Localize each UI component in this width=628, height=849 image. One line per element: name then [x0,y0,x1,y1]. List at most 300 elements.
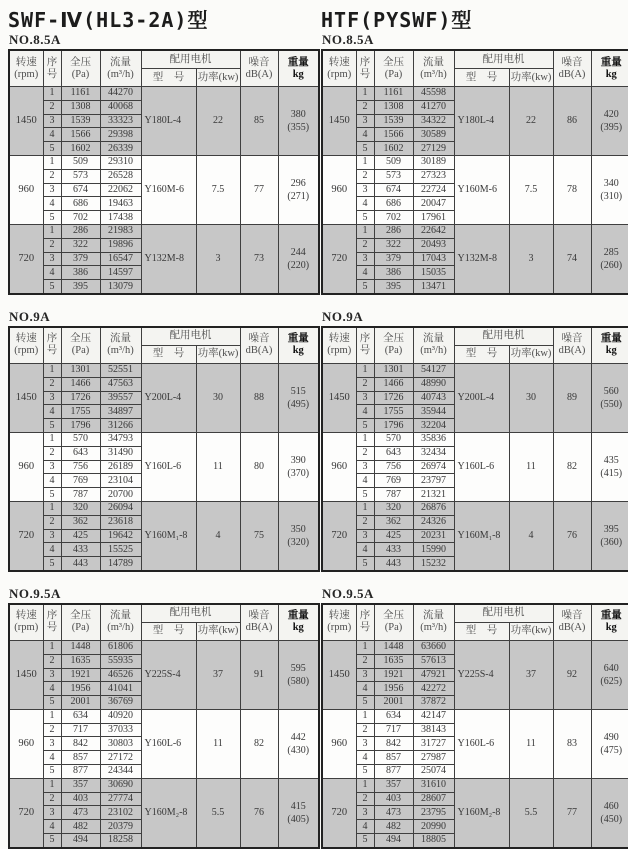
weight-value: 435 [592,454,628,467]
seq-cell: 4 [43,405,61,419]
pressure-cell: 357 [374,778,413,792]
motor-power-cell: 4 [509,501,553,570]
header-line: (Pa) [375,69,413,81]
table-row [9,778,319,792]
pressure-cell: 769 [61,474,100,488]
rpm-cell: 720 [322,501,356,570]
pressure-cell: 1466 [61,377,100,391]
weight-value: 340 [592,177,628,190]
pressure-cell: 787 [374,488,413,502]
pressure-cell: 1921 [374,668,413,682]
weight-value: 390 [279,454,319,467]
noise-cell: 92 [553,640,591,709]
pressure-cell: 1301 [61,363,100,377]
flow-cell: 26528 [100,169,141,183]
flow-cell: 23104 [100,474,141,488]
pressure-cell: 473 [61,806,100,820]
seq-cell: 4 [356,405,374,419]
seq-cell: 5 [356,488,374,502]
spec-table-htf-9-5a [321,603,621,849]
header-line: kg [279,622,319,634]
flow-cell: 26094 [100,501,141,515]
header-line: 转速 [10,57,43,69]
weight-cell [591,640,628,709]
weight-alt-value: (320) [279,536,319,549]
flow-cell: 47563 [100,377,141,391]
seq-cell: 4 [356,197,374,211]
pressure-cell: 1539 [374,114,413,128]
header-line: 重量 [592,333,628,345]
flow-cell: 15035 [413,266,454,280]
right-column [321,6,621,849]
table-row [9,363,319,377]
noise-cell: 76 [240,778,278,847]
pressure-cell: 1161 [61,87,100,101]
header-line: 流量 [414,57,454,69]
seq-cell: 5 [43,696,61,710]
col-header-power: 功率(kw) [509,345,553,363]
flow-cell: 31610 [413,778,454,792]
weight-cell [591,778,628,847]
seq-cell: 1 [43,87,61,101]
spec-table-swf-9-5a [8,603,308,849]
noise-cell: 89 [553,363,591,432]
seq-cell: 3 [43,737,61,751]
col-header-speed [322,604,356,641]
flow-cell: 17043 [413,252,454,266]
flow-cell: 15525 [100,543,141,557]
motor-model-cell: Y200L-4 [454,363,509,432]
section-swf-9-5a [8,587,308,849]
flow-cell: 30690 [100,778,141,792]
motor-model-cell: Y132M-8 [141,224,196,293]
rpm-cell: 1450 [9,363,43,432]
section-htf-9-5a [321,587,621,849]
weight-value: 244 [279,246,319,259]
pressure-cell: 573 [61,169,100,183]
header-line: dB(A) [241,622,278,634]
seq-cell: 2 [356,792,374,806]
motor-model-cell: Y180L-4 [141,87,196,156]
seq-cell: 4 [356,820,374,834]
col-header-seq [356,327,374,364]
weight-cell [278,640,319,709]
pressure-cell: 1602 [61,142,100,156]
weight-cell [278,224,319,293]
rpm-cell: 1450 [322,363,356,432]
pressure-cell: 1602 [374,142,413,156]
seq-cell: 3 [356,391,374,405]
noise-cell: 77 [240,155,278,224]
flow-cell: 32204 [413,419,454,433]
series-title-swf: SWF-Ⅳ(HL3-2A)型 [8,8,308,32]
col-header-power: 功率(kw) [509,69,553,87]
flow-cell: 40068 [100,100,141,114]
col-header-power: 功率(kw) [196,622,240,640]
seq-cell: 2 [356,723,374,737]
seq-cell: 2 [43,515,61,529]
noise-cell: 82 [240,709,278,778]
flow-cell: 37872 [413,696,454,710]
seq-cell: 5 [356,696,374,710]
seq-cell: 2 [43,377,61,391]
seq-cell: 5 [43,142,61,156]
motor-power-cell: 5.5 [196,778,240,847]
rpm-cell: 720 [9,224,43,293]
motor-power-cell: 7.5 [509,155,553,224]
motor-model-cell: Y225S-4 [454,640,509,709]
pressure-cell: 1726 [61,391,100,405]
pressure-cell: 362 [61,515,100,529]
seq-cell: 1 [356,640,374,654]
pressure-cell: 702 [374,211,413,225]
section-htf-9a [321,310,621,572]
seq-cell: 1 [356,363,374,377]
flow-cell: 24344 [100,765,141,779]
table-row [322,155,628,169]
col-header-speed [322,327,356,364]
weight-cell [278,778,319,847]
seq-cell: 5 [43,280,61,294]
flow-cell: 16547 [100,252,141,266]
pressure-cell: 1755 [61,405,100,419]
col-header-seq [43,604,61,641]
seq-cell: 4 [43,128,61,142]
rpm-cell: 960 [9,432,43,501]
flow-cell: 41270 [413,100,454,114]
flow-cell: 37033 [100,723,141,737]
flow-cell: 26876 [413,501,454,515]
pressure-cell: 494 [61,834,100,848]
motor-model-cell: Y160M₂-8 [454,778,509,847]
flow-cell: 27323 [413,169,454,183]
col-header-pressure [374,327,413,364]
seq-cell: 3 [356,183,374,197]
pressure-cell: 379 [61,252,100,266]
seq-cell: 2 [43,792,61,806]
col-header-weight [591,604,628,641]
col-header-model: 型 号 [141,69,196,87]
pressure-cell: 1308 [374,100,413,114]
noise-cell: 86 [553,87,591,156]
header-line: (m³/h) [414,69,454,81]
header-line: (rpm) [323,622,356,634]
seq-cell: 1 [356,778,374,792]
header-line: (rpm) [323,345,356,357]
col-header-model: 型 号 [454,69,509,87]
seq-cell: 2 [356,238,374,252]
seq-cell: 3 [43,806,61,820]
col-header-weight [278,50,319,87]
table-row [322,87,628,101]
seq-cell: 4 [43,197,61,211]
header-line: 序 [357,333,374,345]
flow-cell: 40920 [100,709,141,723]
weight-cell [278,87,319,156]
pressure-cell: 433 [374,543,413,557]
header-line: 流量 [414,610,454,622]
flow-cell: 14789 [100,557,141,571]
weight-alt-value: (625) [592,675,628,688]
header-line: kg [279,69,319,81]
header-line: 序 [44,610,61,622]
seq-cell: 3 [43,460,61,474]
flow-cell: 14597 [100,266,141,280]
weight-value: 560 [592,385,628,398]
weight-value: 285 [592,246,628,259]
flow-cell: 20047 [413,197,454,211]
seq-cell: 5 [356,419,374,433]
seq-cell: 4 [43,820,61,834]
noise-cell: 82 [553,432,591,501]
header-line: (m³/h) [101,622,141,634]
header-line: 噪音 [241,333,278,345]
pressure-cell: 634 [374,709,413,723]
weight-alt-value: (405) [279,813,319,826]
flow-cell: 22642 [413,224,454,238]
flow-cell: 19642 [100,529,141,543]
pressure-cell: 403 [61,792,100,806]
flow-cell: 21321 [413,488,454,502]
flow-cell: 31490 [100,446,141,460]
col-header-flow [413,327,454,364]
seq-cell: 2 [356,377,374,391]
flow-cell: 23102 [100,806,141,820]
size-label: NO.9A [9,310,308,324]
motor-power-cell: 30 [509,363,553,432]
pressure-cell: 395 [374,280,413,294]
weight-alt-value: (450) [592,813,628,826]
weight-alt-value: (271) [279,190,319,203]
series-title-htf: HTF(PYSWF)型 [321,8,621,32]
flow-cell: 41041 [100,682,141,696]
weight-alt-value: (310) [592,190,628,203]
spec-table [321,49,628,295]
pressure-cell: 320 [374,501,413,515]
pressure-cell: 634 [61,709,100,723]
col-header-motor-group: 配用电机 [141,327,240,346]
seq-cell: 2 [356,169,374,183]
pressure-cell: 1796 [61,419,100,433]
pressure-cell: 386 [374,266,413,280]
header-line: 全压 [375,57,413,69]
pressure-cell: 482 [374,820,413,834]
seq-cell: 4 [43,474,61,488]
spec-table-htf-8-5a [321,49,621,295]
noise-cell: 83 [553,709,591,778]
col-header-power: 功率(kw) [196,345,240,363]
table-row [322,640,628,654]
spec-table [8,326,320,572]
weight-cell [591,224,628,293]
seq-cell: 4 [356,474,374,488]
table-row [9,155,319,169]
flow-cell: 18805 [413,834,454,848]
flow-cell: 21983 [100,224,141,238]
motor-power-cell: 11 [196,709,240,778]
seq-cell: 5 [356,142,374,156]
seq-cell: 3 [356,668,374,682]
flow-cell: 61806 [100,640,141,654]
motor-power-cell: 7.5 [196,155,240,224]
header-line: dB(A) [554,622,591,634]
seq-cell: 1 [43,501,61,515]
weight-alt-value: (475) [592,744,628,757]
seq-cell: 5 [356,557,374,571]
table-row [9,640,319,654]
header-line: kg [592,69,628,81]
noise-cell: 78 [553,155,591,224]
weight-cell [278,155,319,224]
motor-power-cell: 11 [196,432,240,501]
header-line: 全压 [62,57,100,69]
seq-cell: 3 [43,529,61,543]
flow-cell: 52551 [100,363,141,377]
weight-alt-value: (495) [279,398,319,411]
weight-cell [278,709,319,778]
flow-cell: 34322 [413,114,454,128]
seq-cell: 3 [43,391,61,405]
flow-cell: 26339 [100,142,141,156]
rpm-cell: 720 [9,778,43,847]
flow-cell: 20700 [100,488,141,502]
flow-cell: 63660 [413,640,454,654]
col-header-flow [100,604,141,641]
pressure-cell: 1566 [374,128,413,142]
seq-cell: 2 [43,723,61,737]
flow-cell: 40743 [413,391,454,405]
col-header-noise [240,327,278,364]
rpm-cell: 960 [322,155,356,224]
col-header-weight [591,327,628,364]
seq-cell: 1 [43,432,61,446]
motor-power-cell: 4 [196,501,240,570]
col-header-pressure [374,604,413,641]
header-line: dB(A) [554,345,591,357]
weight-alt-value: (220) [279,259,319,272]
weight-value: 490 [592,731,628,744]
col-header-noise [553,327,591,364]
flow-cell: 28607 [413,792,454,806]
noise-cell: 91 [240,640,278,709]
flow-cell: 19463 [100,197,141,211]
seq-cell: 4 [43,751,61,765]
weight-value: 460 [592,800,628,813]
col-header-speed [9,327,43,364]
seq-cell: 1 [356,224,374,238]
noise-cell: 88 [240,363,278,432]
flow-cell: 20231 [413,529,454,543]
weight-value: 515 [279,385,319,398]
col-header-flow [413,50,454,87]
col-header-seq [356,50,374,87]
seq-cell: 4 [43,682,61,696]
flow-cell: 29398 [100,128,141,142]
flow-cell: 18258 [100,834,141,848]
pressure-cell: 1539 [61,114,100,128]
flow-cell: 45598 [413,87,454,101]
pressure-cell: 686 [61,197,100,211]
section-htf-8-5a [321,33,621,295]
header-line: 流量 [414,333,454,345]
pressure-cell: 1448 [374,640,413,654]
col-header-noise [240,50,278,87]
motor-power-cell: 3 [509,224,553,293]
weight-alt-value: (550) [592,398,628,411]
flow-cell: 22062 [100,183,141,197]
seq-cell: 3 [356,460,374,474]
flow-cell: 23797 [413,474,454,488]
pressure-cell: 1956 [374,682,413,696]
header-line: 号 [44,69,61,81]
header-line: 序 [44,57,61,69]
spec-table [8,49,320,295]
pressure-cell: 1448 [61,640,100,654]
header-line: 流量 [101,333,141,345]
seq-cell: 3 [356,806,374,820]
rpm-cell: 960 [322,432,356,501]
header-line: 重量 [592,610,628,622]
rpm-cell: 960 [9,155,43,224]
size-label: NO.9A [322,310,621,324]
pressure-cell: 756 [61,460,100,474]
header-line: 噪音 [241,57,278,69]
seq-cell: 1 [43,640,61,654]
pressure-cell: 1635 [61,654,100,668]
seq-cell: 5 [43,488,61,502]
col-header-model: 型 号 [454,622,509,640]
pressure-cell: 674 [61,183,100,197]
seq-cell: 3 [43,183,61,197]
flow-cell: 30589 [413,128,454,142]
motor-model-cell: Y160M₁-8 [454,501,509,570]
header-line: 转速 [10,333,43,345]
flow-cell: 23618 [100,515,141,529]
flow-cell: 42147 [413,709,454,723]
spec-table [321,326,628,572]
col-header-model: 型 号 [454,345,509,363]
pressure-cell: 842 [61,737,100,751]
weight-alt-value: (415) [592,467,628,480]
col-header-speed [322,50,356,87]
noise-cell: 80 [240,432,278,501]
seq-cell: 3 [356,737,374,751]
noise-cell: 85 [240,87,278,156]
motor-power-cell: 22 [509,87,553,156]
seq-cell: 4 [356,682,374,696]
col-header-pressure [61,327,100,364]
weight-cell [278,501,319,570]
header-line: (rpm) [323,69,356,81]
spec-table [321,603,628,849]
motor-model-cell: Y200L-4 [141,363,196,432]
spec-table-swf-9a [8,326,308,572]
pressure-cell: 2001 [374,696,413,710]
pressure-cell: 473 [374,806,413,820]
seq-cell: 2 [356,100,374,114]
weight-cell [591,155,628,224]
weight-alt-value: (395) [592,121,628,134]
weight-cell [278,432,319,501]
motor-power-cell: 22 [196,87,240,156]
pressure-cell: 509 [61,155,100,169]
spec-table [8,603,320,849]
motor-model-cell: Y160M₂-8 [141,778,196,847]
weight-value: 395 [592,523,628,536]
noise-cell: 74 [553,224,591,293]
pressure-cell: 674 [374,183,413,197]
header-line: 序 [44,333,61,345]
